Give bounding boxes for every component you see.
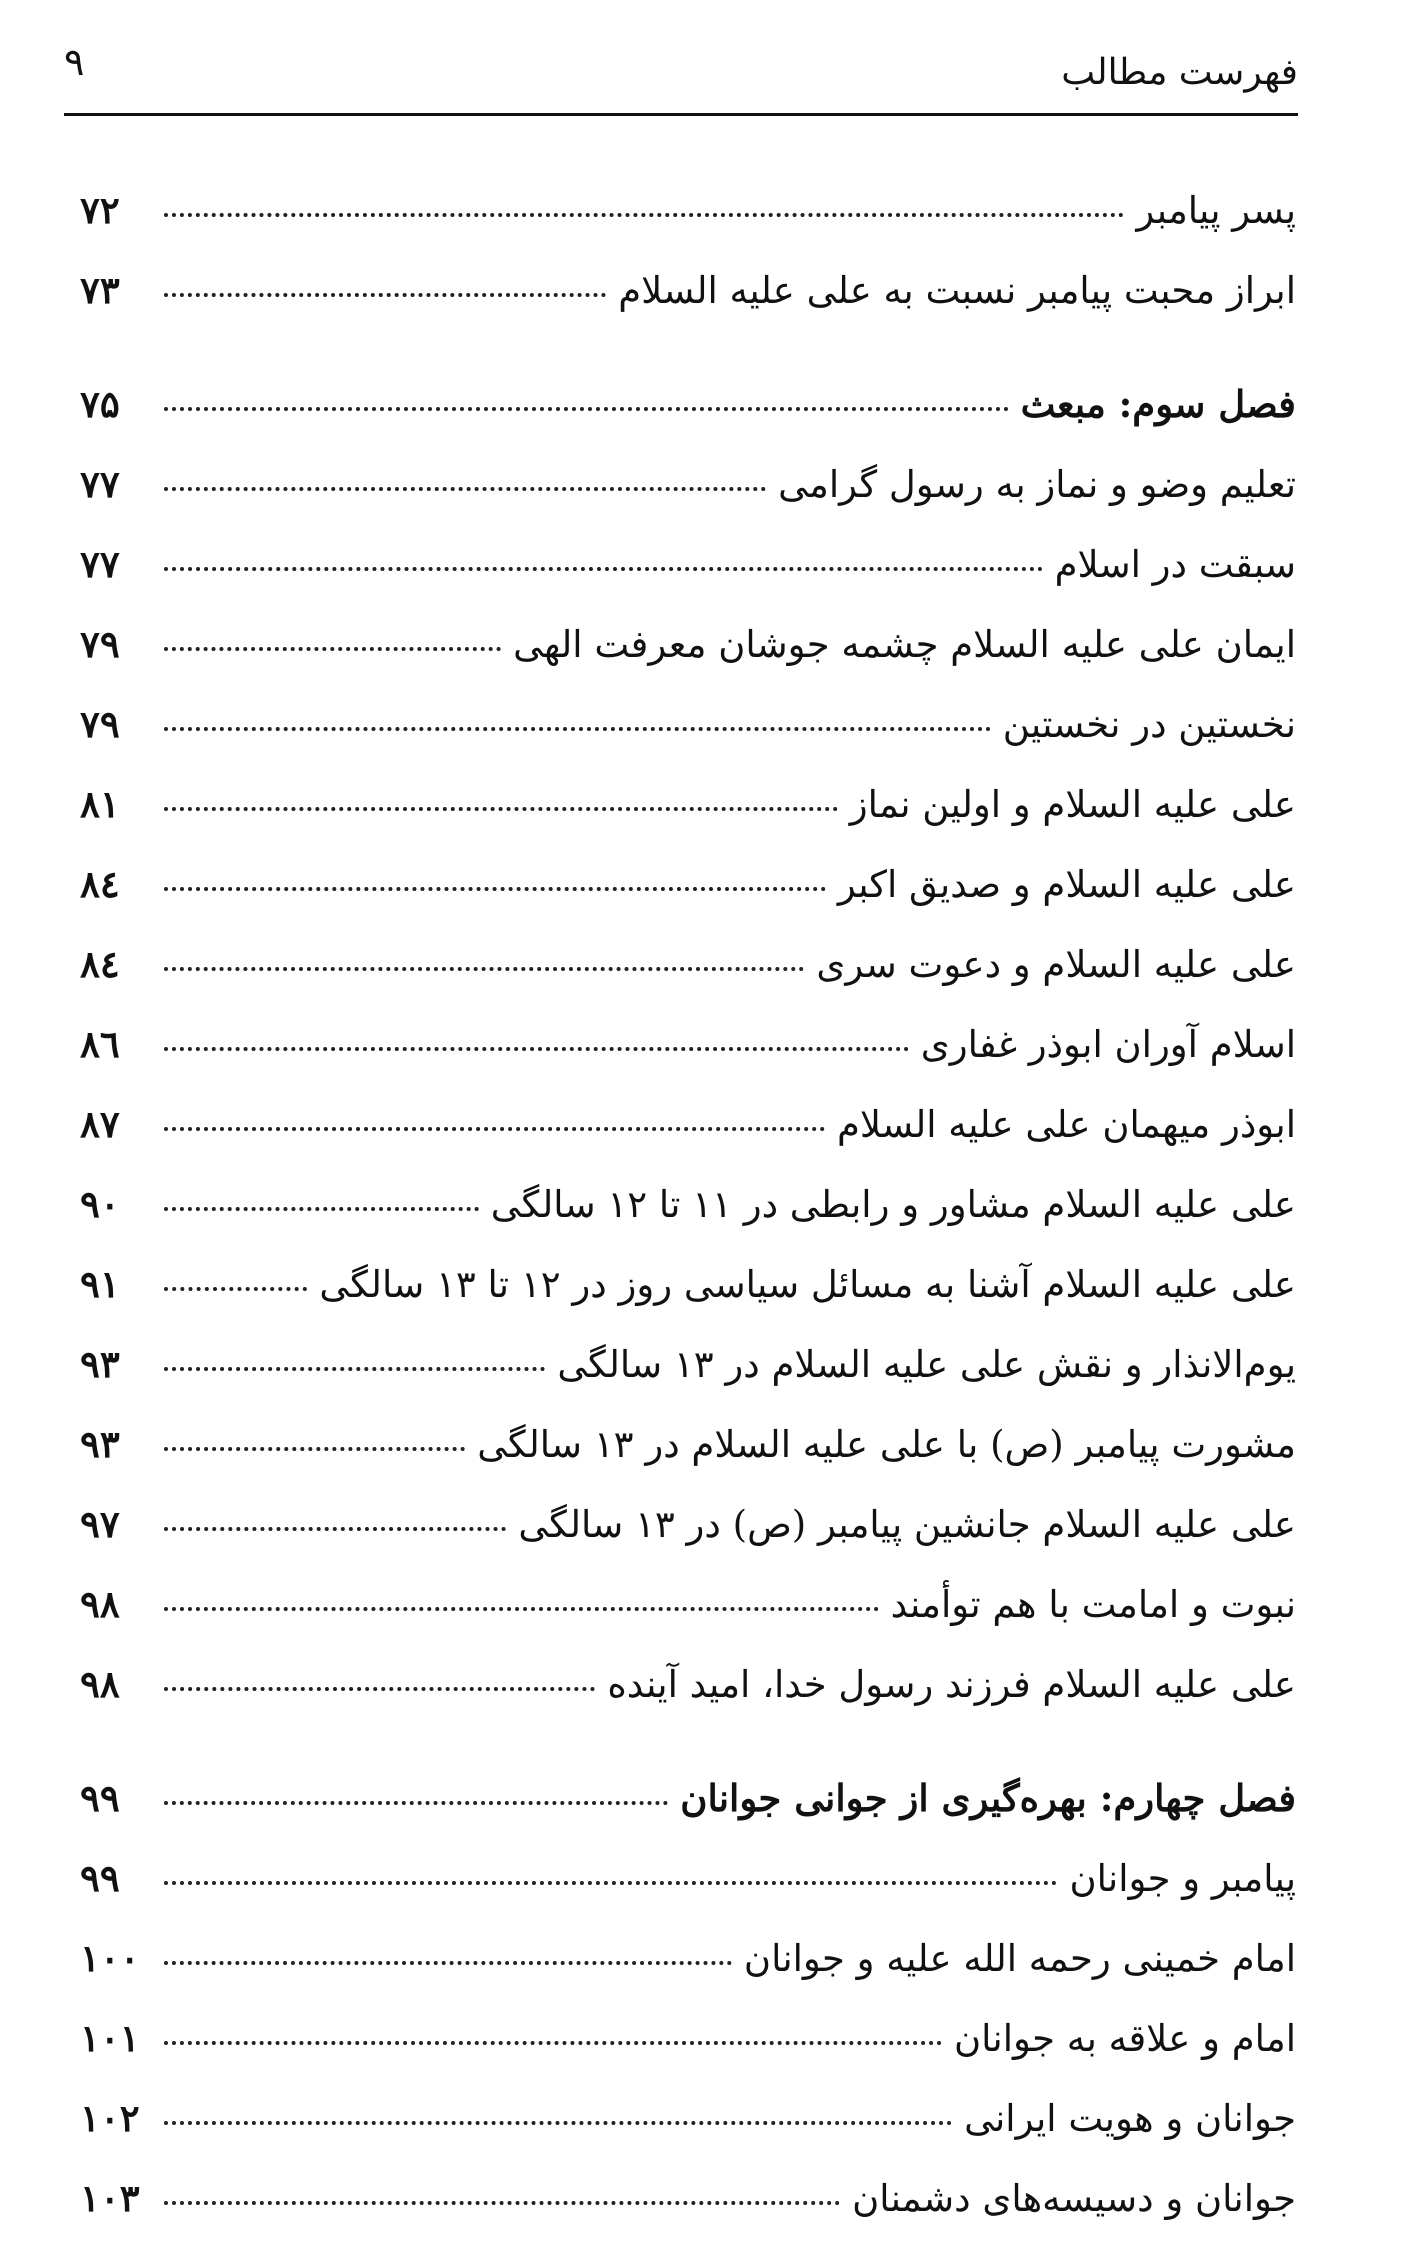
chapter-title: فصل چهارم: بهره‌گیری از جوانی جوانان [680,1776,1296,1820]
entry-title: تعلیم وضو و نماز به رسول گرامی [778,463,1296,506]
entry-page-number: ۸۷ [80,1102,120,1146]
toc-row [80,844,1296,924]
dot-leader [164,1207,479,1211]
dot-leader [164,1287,307,1291]
entry-title: امام خمینی رحمه الله علیه و جوانان [743,1937,1296,1980]
dot-leader [164,2041,942,2045]
toc-row [80,444,1296,524]
entry-page-number: ۷۲ [80,188,120,232]
entry-title: ابراز محبت پیامبر نسبت به علی علیه السلام [618,269,1296,312]
dot-leader [164,407,1009,411]
dot-leader [164,1447,465,1451]
entry-page-number: ۸٦ [80,1022,120,1066]
entry-page-number: ۹۹ [80,1776,120,1820]
dot-leader [164,1881,1057,1885]
entry-page-number: ۱۰۱ [80,2016,140,2060]
toc-row [80,1324,1296,1404]
entry-title: سبقت در اسلام [1054,543,1296,586]
dot-leader [164,1687,595,1691]
toc-row [80,684,1296,764]
entry-title: یوم‌الانذار و نقش علی علیه السلام در ۱۳ سالگی [557,1343,1296,1386]
toc-row [80,524,1296,604]
toc-row [80,1998,1296,2078]
toc-row [80,1484,1296,1564]
entry-title: نخستین در نخستین [1002,703,1296,746]
entry-page-number: ۸۱ [80,782,120,826]
toc-row [80,1084,1296,1164]
dot-leader [164,1367,545,1371]
dot-leader [164,887,826,891]
dot-leader [164,1801,668,1805]
dot-leader [164,1527,506,1531]
table-of-contents [80,170,1296,2238]
dot-leader [164,1047,909,1051]
entry-title: ابوذر میهمان علی علیه السلام [837,1103,1296,1146]
dot-leader [164,727,991,731]
entry-title: امام و علاقه به جوانان [953,2017,1296,2060]
toc-row [80,250,1296,330]
entry-title: علی علیه السلام و دعوت سری [816,943,1296,986]
dot-leader [164,2201,840,2205]
entry-page-number: ۹۸ [80,1662,120,1706]
dot-leader [164,647,501,651]
dot-leader [164,967,804,971]
entry-page-number: ۷۹ [80,702,120,746]
entry-title: پسر پیامبر [1136,189,1296,232]
dot-leader [164,213,1124,217]
entry-title: علی علیه السلام و صدیق اکبر [837,863,1296,906]
page-number: ۹ [64,40,85,84]
dot-leader [164,2121,952,2125]
entry-page-number: ۹۸ [80,1582,120,1626]
dot-leader [164,567,1043,571]
entry-page-number: ۱۰۳ [80,2176,140,2220]
entry-page-number: ۹۳ [80,1422,120,1466]
entry-title: اسلام آوران ابوذر غفاری [920,1023,1296,1066]
running-title: فهرست مطالب [1061,52,1298,93]
dot-leader [164,1127,825,1131]
entry-title: نبوت و امامت با هم توأمند [890,1583,1296,1626]
dot-leader [164,807,838,811]
header-rule [64,113,1298,116]
entry-title: مشورت پیامبر (ص) با علی علیه السلام در ۱۳ سالگی [477,1423,1296,1466]
entry-page-number: ۹۳ [80,1342,120,1386]
dot-leader [164,1961,732,1965]
toc-row [80,1164,1296,1244]
toc-chapter-row [80,364,1296,444]
entry-title: ایمان علی علیه السلام چشمه جوشان معرفت الهی [513,623,1296,666]
toc-row [80,764,1296,844]
entry-page-number: ۷۷ [80,542,120,586]
toc-chapter-row [80,1758,1296,1838]
entry-title: علی علیه السلام و اولین نماز [849,783,1296,826]
entry-title: علی علیه السلام فرزند رسول خدا، امید آینده [607,1663,1296,1706]
toc-row [80,924,1296,1004]
entry-title: علی علیه السلام مشاور و رابطی در ۱۱ تا ۱۲ سالگی [490,1183,1296,1226]
entry-page-number: ۹۷ [80,1502,120,1546]
toc-row [80,1918,1296,1998]
entry-page-number: ۱۰۲ [80,2096,140,2140]
entry-page-number: ۷۵ [80,382,120,426]
toc-row [80,170,1296,250]
entry-page-number: ۸٤ [80,862,120,906]
toc-row [80,1564,1296,1644]
entry-page-number: ۹۱ [80,1262,120,1306]
entry-page-number: ۹۰ [80,1182,120,1226]
entry-page-number: ۸٤ [80,942,120,986]
entry-page-number: ۷۹ [80,622,120,666]
dot-leader [164,293,606,297]
toc-row [80,604,1296,684]
toc-row [80,1838,1296,1918]
dot-leader [164,487,766,491]
dot-leader [164,1607,879,1611]
page-header [64,40,1298,110]
toc-row [80,1644,1296,1724]
toc-row [80,2078,1296,2158]
toc-row [80,1244,1296,1324]
entry-title: علی علیه السلام آشنا به مسائل سیاسی روز در ۱۲ تا ۱۳ سالگی [319,1263,1296,1306]
toc-row [80,1004,1296,1084]
entry-title: پیامبر و جوانان [1069,1857,1296,1900]
toc-row [80,2158,1296,2238]
entry-title: جوانان و دسیسه‌های دشمنان [852,2177,1296,2220]
entry-title: جوانان و هویت ایرانی [964,2097,1296,2140]
entry-page-number: ۷۷ [80,462,120,506]
entry-page-number: ۷۳ [80,268,120,312]
toc-row [80,1404,1296,1484]
entry-page-number: ۹۹ [80,1856,120,1900]
entry-page-number: ۱۰۰ [80,1936,140,1980]
chapter-title: فصل سوم: مبعث [1020,382,1296,426]
entry-title: علی علیه السلام جانشین پیامبر (ص) در ۱۳ سالگی [518,1503,1296,1546]
